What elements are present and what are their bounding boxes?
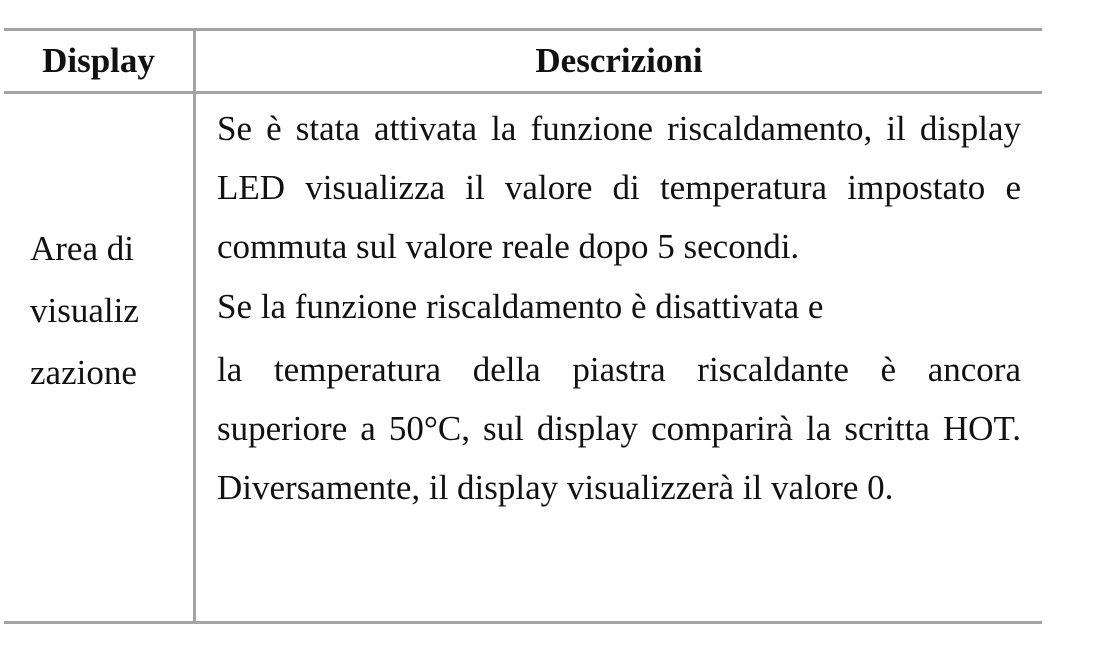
description-paragraph-1: Se è stata attivata la funzione riscaldamento, il display LED visualizza il valore di temperatura impostato e commuta sul valore reale dopo 5 secondi. — [217, 109, 1021, 266]
area-label-line-1: Area di — [30, 229, 134, 268]
cell-description — [217, 99, 1021, 517]
area-label-line-3: zazione — [30, 353, 137, 392]
table-top-rule — [4, 28, 1042, 31]
description-paragraph-3: la temperatura della piastra riscaldante è ancora superiore a 50°C, sul display comparirà la scritta HOT. Diversamente, il display visualizzerà il valore 0. — [217, 350, 1021, 507]
description-paragraph-2: Se la funzione riscaldamento è disattivata e — [217, 287, 824, 326]
table-header-rule — [4, 91, 1042, 94]
cell-area-label — [30, 218, 170, 404]
area-label-line-2: visualiz — [30, 291, 139, 330]
column-divider — [193, 30, 196, 622]
header-display: Display — [42, 41, 155, 80]
header-descrizioni: Descrizioni — [535, 41, 703, 80]
table-bottom-rule — [4, 621, 1042, 624]
